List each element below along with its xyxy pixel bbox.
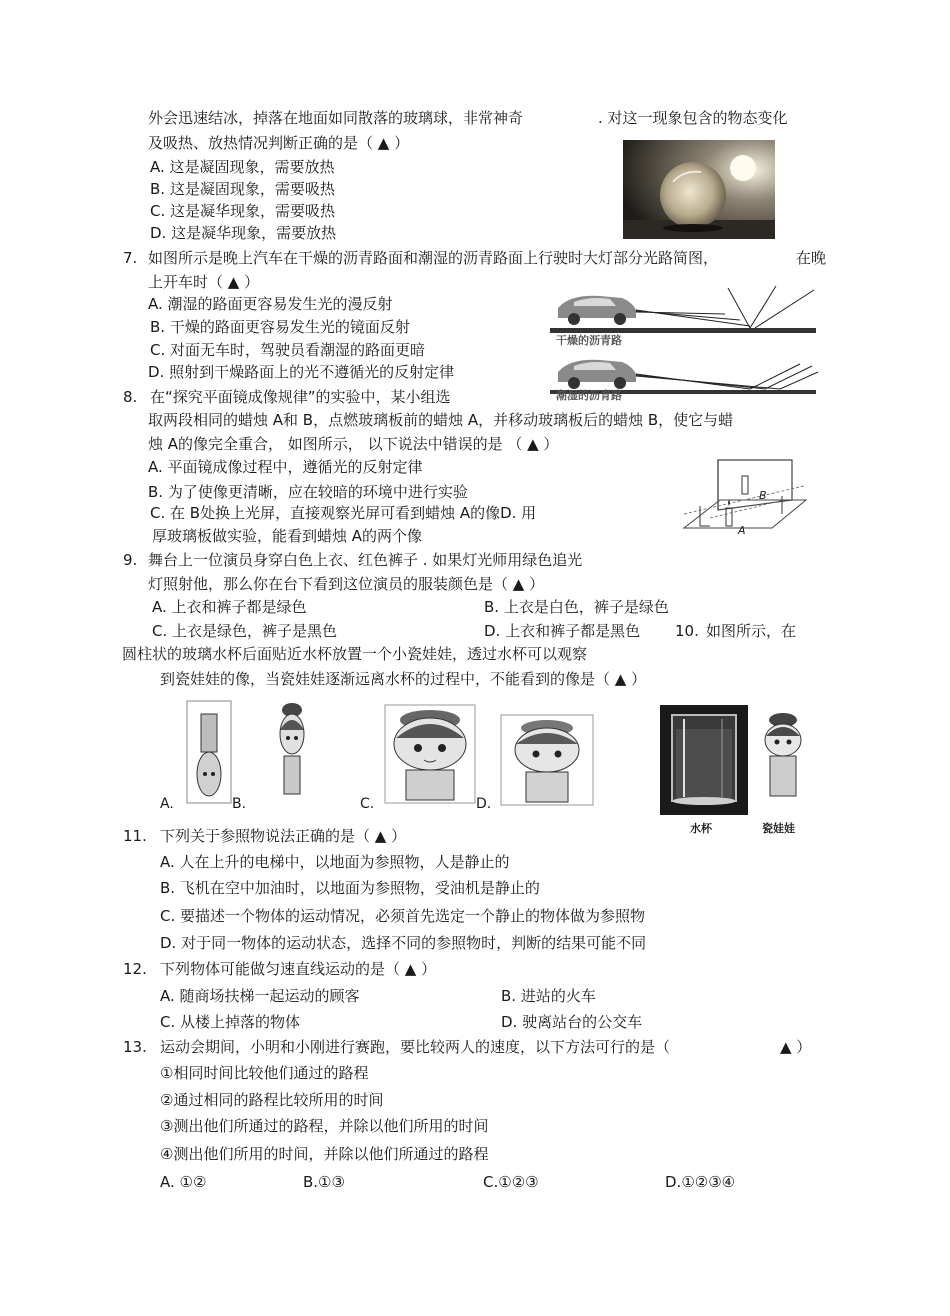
q7-line2: 上开车时（ ▲ ） (148, 273, 260, 291)
q8-line1: 在“探究平面镜成像规律”的实验中，某小组选 (150, 388, 451, 406)
doll-image-d-wide (500, 714, 594, 806)
doll-label: 瓷娃娃 (762, 822, 795, 835)
q8-number: 8. (123, 388, 138, 406)
q12-option-b[interactable]: B. 进站的火车 (501, 987, 596, 1005)
q9-option-b[interactable]: B. 上衣是白色，裤子是绿色 (484, 598, 669, 616)
q10-number: 10. (675, 622, 699, 640)
q10-line1: 如图所示，在 (706, 622, 797, 640)
q6-option-a[interactable]: A. 这是凝固现象，需要放热 (150, 158, 335, 176)
q10-line3: 到瓷娃娃的像，当瓷娃娃逐渐远离水杯的过程中，不能看到的像是（ ▲ ） (160, 670, 647, 688)
q6-line2: 及吸热、放热情况判断正确的是（ ▲ ） (148, 134, 410, 152)
q7-option-d[interactable]: D. 照射到干燥路面上的光不遵循光的反射定律 (148, 363, 455, 381)
cup-label: 水杯 (690, 822, 712, 835)
q13-item-4: ④测出他们所用的时间，并除以他们所通过的路程 (160, 1145, 489, 1163)
q7-line1: 如图所示是晚上汽车在干燥的沥青路面和潮湿的沥青路面上行驶时大灯部分光路简图， (148, 249, 719, 267)
q6-option-d[interactable]: D. 这是凝华现象，需要放热 (150, 224, 337, 242)
q8-option-a[interactable]: A. 平面镜成像过程中，遵循光的反射定律 (148, 458, 423, 476)
frozen-bubble-photo (623, 140, 775, 239)
q9-line1: 舞台上一位演员身穿白色上衣、红色裤子 . 如果灯光师用绿色追光 (148, 551, 583, 569)
q8-line3: 烛 A的像完全重合， 如图所示， 以下说法中错误的是 （ ▲ ） (148, 435, 559, 453)
q13-stem: 运动会期间，小明和小刚进行赛跑，要比较两人的速度，以下方法可行的是（ (160, 1038, 671, 1056)
q11-option-a[interactable]: A. 人在上升的电梯中，以地面为参照物，人是静止的 (160, 853, 510, 871)
q9-option-d[interactable]: D. 上衣和裤子都是黑色 (484, 622, 641, 640)
q7-option-c[interactable]: C. 对面无车时，驾驶员看潮湿的路面更暗 (150, 341, 426, 359)
q11-option-b[interactable]: B. 飞机在空中加油时，以地面为参照物，受油机是静止的 (160, 879, 540, 897)
q13-option-c[interactable]: C.①②③ (483, 1173, 539, 1191)
porcelain-doll-photo (758, 710, 808, 810)
q9-option-a[interactable]: A. 上衣和裤子都是绿色 (152, 598, 307, 616)
q6-line1: 外会迅速结冰，掉落在地面如同散落的玻璃球，非常神奇 (148, 109, 524, 127)
doll-image-b-upright-narrow (270, 700, 314, 804)
candle-a-label: A (738, 524, 746, 537)
q12-option-a[interactable]: A. 随商场扶梯一起运动的顾客 (160, 987, 360, 1005)
dry-road-label: 干燥的沥青路 (556, 334, 622, 347)
q9-line2: 灯照射他，那么你在台下看到这位演员的服装颜色是（ ▲ ） (148, 575, 545, 593)
q10-line2: 圆柱状的玻璃水杯后面贴近水杯放置一个小瓷娃娃，透过水杯可以观察 (122, 645, 588, 663)
doll-label-b: B. (232, 796, 247, 812)
q9-number: 9. (123, 551, 138, 569)
water-cup-photo (660, 705, 748, 815)
q13-item-2: ②通过相同的路程比较所用的时间 (160, 1091, 384, 1109)
q13-stem-tail: ▲ ） (780, 1038, 812, 1056)
q11-stem: 下列关于参照物说法正确的是（ ▲ ） (160, 827, 407, 845)
q13-option-a[interactable]: A. ①② (160, 1173, 207, 1191)
q11-option-d[interactable]: D. 对于同一物体的运动状态，选择不同的参照物时，判断的结果可能不同 (160, 934, 647, 952)
q13-item-3: ③测出他们所通过的路程，并除以他们所用的时间 (160, 1117, 489, 1135)
doll-label-a: A. (160, 796, 174, 812)
q8-option-d[interactable]: 厚玻璃板做实验，能看到蜡烛 A的两个像 (152, 527, 423, 545)
candle-b-label: B (759, 489, 767, 502)
q12-option-d[interactable]: D. 驶离站台的公交车 (501, 1013, 643, 1031)
doll-label-c: C. (360, 796, 375, 812)
q9-option-c[interactable]: C. 上衣是绿色，裤子是黑色 (152, 622, 338, 640)
q6-line1-tail: . 对这一现象包含的物态变化 (598, 109, 788, 127)
q7-number: 7. (123, 249, 138, 267)
q7-option-b[interactable]: B. 干燥的路面更容易发生光的镜面反射 (150, 318, 410, 336)
q13-item-1: ①相同时间比较他们通过的路程 (160, 1064, 369, 1082)
q8-option-c[interactable]: C. 在 B处换上光屏，直接观察光屏可看到蜡烛 A的像D. 用 (150, 504, 537, 522)
q12-number: 12. (123, 960, 147, 978)
q13-number: 13. (123, 1038, 147, 1056)
doll-image-a-inverted-narrow (186, 700, 232, 804)
q7-option-a[interactable]: A. 潮湿的路面更容易发生光的漫反射 (148, 295, 393, 313)
q8-line2: 取两段相同的蜡烛 A和 B，点燃玻璃板前的蜡烛 A，并移动玻璃板后的蜡烛 B，使它与蜡 (148, 411, 734, 429)
q11-option-c[interactable]: C. 要描述一个物体的运动情况，必须首先选定一个静止的物体做为参照物 (160, 907, 646, 925)
doll-label-d: D. (476, 796, 492, 812)
q8-option-b[interactable]: B. 为了使像更清晰，应在较暗的环境中进行实验 (148, 483, 468, 501)
q6-option-c[interactable]: C. 这是凝华现象，需要吸热 (150, 202, 336, 220)
q12-stem: 下列物体可能做匀速直线运动的是（ ▲ ） (160, 960, 437, 978)
doll-image-c-wide (384, 704, 476, 804)
q13-option-b[interactable]: B.①③ (303, 1173, 345, 1191)
wet-road-label: 潮湿的沥青路 (556, 389, 622, 402)
q12-option-c[interactable]: C. 从楼上掉落的物体 (160, 1013, 301, 1031)
q11-number: 11. (123, 827, 147, 845)
q6-option-b[interactable]: B. 这是凝固现象，需要吸热 (150, 180, 335, 198)
q13-option-d[interactable]: D.①②③④ (665, 1173, 736, 1191)
q7-line1-tail: 在晚 (796, 249, 827, 267)
